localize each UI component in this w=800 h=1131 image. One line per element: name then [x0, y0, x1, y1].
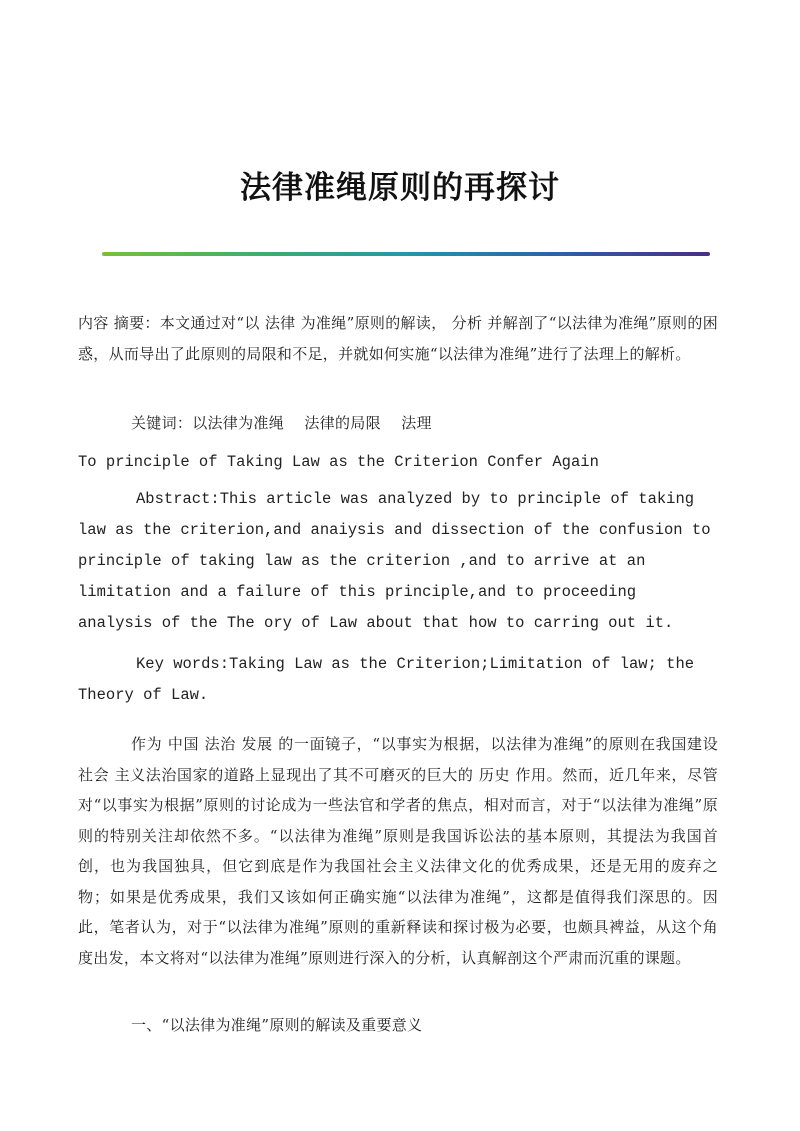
english-abstract-block: [78, 484, 718, 639]
english-title-block: [78, 447, 718, 478]
english-title: To principle of Taking Law as the Criterion Confer Again: [78, 453, 599, 471]
english-keywords-block: [78, 649, 718, 711]
summary-paragraph: 内容 摘要：本文通过对“以 法律 为准绳”原则的解读， 分析 并解剖了“以法律为准绳”原则的困惑，从而导出了此原则的局限和不足，并就如何实施“以法律为准绳”进行了法理上的解析。: [78, 314, 718, 363]
document-title: 法律准绳原则的再探讨: [240, 170, 560, 206]
title-divider: [102, 252, 710, 256]
english-abstract: Abstract:This article was analyzed by to principle of taking law as the criterion,and anaiysis and dissection of the confusion to principle of taking law as the criterion ,and to arrive at an limitation and a failure of this principle,and to proceeding analysis of the The ory of Law about that how to carring out it.: [78, 490, 711, 632]
intro-block: [78, 729, 718, 973]
keywords-line: 关键词：以法律为准绳 法律的局限 法理: [131, 414, 432, 432]
section-heading: 一、“以法律为准绳”原则的解读及重要意义: [131, 1016, 423, 1034]
english-keywords: Key words:Taking Law as the Criterion;Limitation of law; the Theory of Law.: [78, 655, 695, 704]
keywords-block: [78, 408, 718, 439]
section-heading-block: [78, 1010, 718, 1041]
intro-paragraph: 作为 中国 法治 发展 的一面镜子，“以事实为根据，以法律为准绳”的原则在我国建设 社会 主义法治国家的道路上显现出了其不可磨灭的巨大的 历史 作用。然而，近几年来，尽管对“以事实为根据”原则的讨论成为一些法官和学者的焦点，相对而言，对于“以法律为准绳”原则的特别关注却依然不多。“以法律为准绳”原则是我国诉讼法的基本原则，其提法为我国首创，也为我国独具，但它到底是作为我国社会主义法律文化的优秀成果，还是无用的废弃之物；如果是优秀成果，我们又该如何正确实施“以法律为准绳”，这都是值得我们深思的。因此，笔者认为，对于“以法律为准绳”原则的重新释读和探讨极为必要，也颇具裨益，从这个角度出发，本文将对“以法律为准绳”原则进行深入的分析，认真解剖这个严肃而沉重的课题。: [78, 735, 718, 967]
summary-block: [78, 308, 718, 369]
